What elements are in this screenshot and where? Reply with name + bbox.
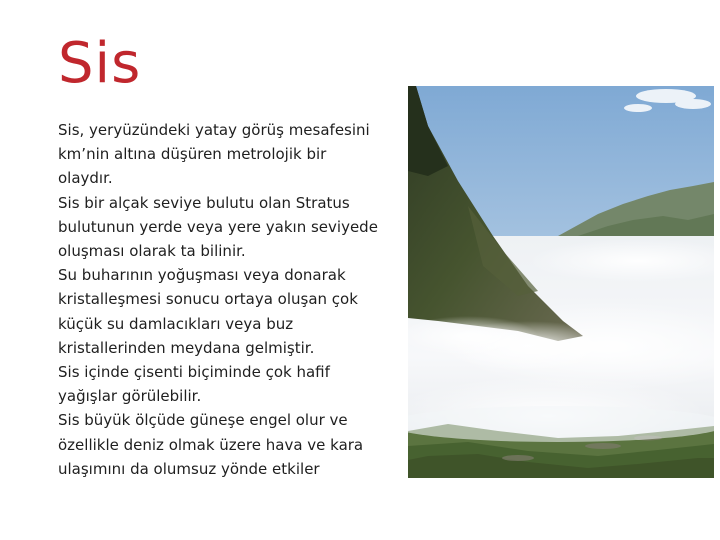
body-line: küçük su damlacıkları veya buz (58, 314, 294, 333)
body-line: Sis, yeryüzündeki yatay görüş mesafesini (58, 121, 370, 139)
body-line: Sis büyük ölçüde güneşe engel olur ve (58, 411, 348, 430)
body-line: bulutunun yerde veya yere yakın seviyede (58, 217, 378, 236)
slide-title: Sis (58, 31, 142, 96)
slide-body (58, 118, 398, 481)
body-line: Su buharının yoğuşması veya donarak (58, 266, 346, 285)
body-line: kristallerinden meydana gelmiştir. (58, 338, 315, 357)
body-line: Sis içinde çisenti biçiminde çok hafif (58, 363, 330, 382)
body-line: kristalleşmesi sonucu ortaya oluşan çok (58, 290, 358, 309)
body-line: ulaşımını da olumsuz yönde etkiler (58, 459, 320, 478)
body-line: özellikle deniz olmak üzere hava ve kara (58, 435, 364, 454)
body-line: yağışlar görülebilir. (58, 387, 202, 406)
body-line: km’nin altına düşüren metrolojik bir (58, 145, 327, 164)
body-line: olaydır. (58, 169, 113, 188)
body-line: oluşması olarak ta bilinir. (58, 242, 246, 261)
fog-valley-photo (408, 86, 714, 478)
body-line: Sis bir alçak seviye bulutu olan Stratus (58, 193, 350, 212)
